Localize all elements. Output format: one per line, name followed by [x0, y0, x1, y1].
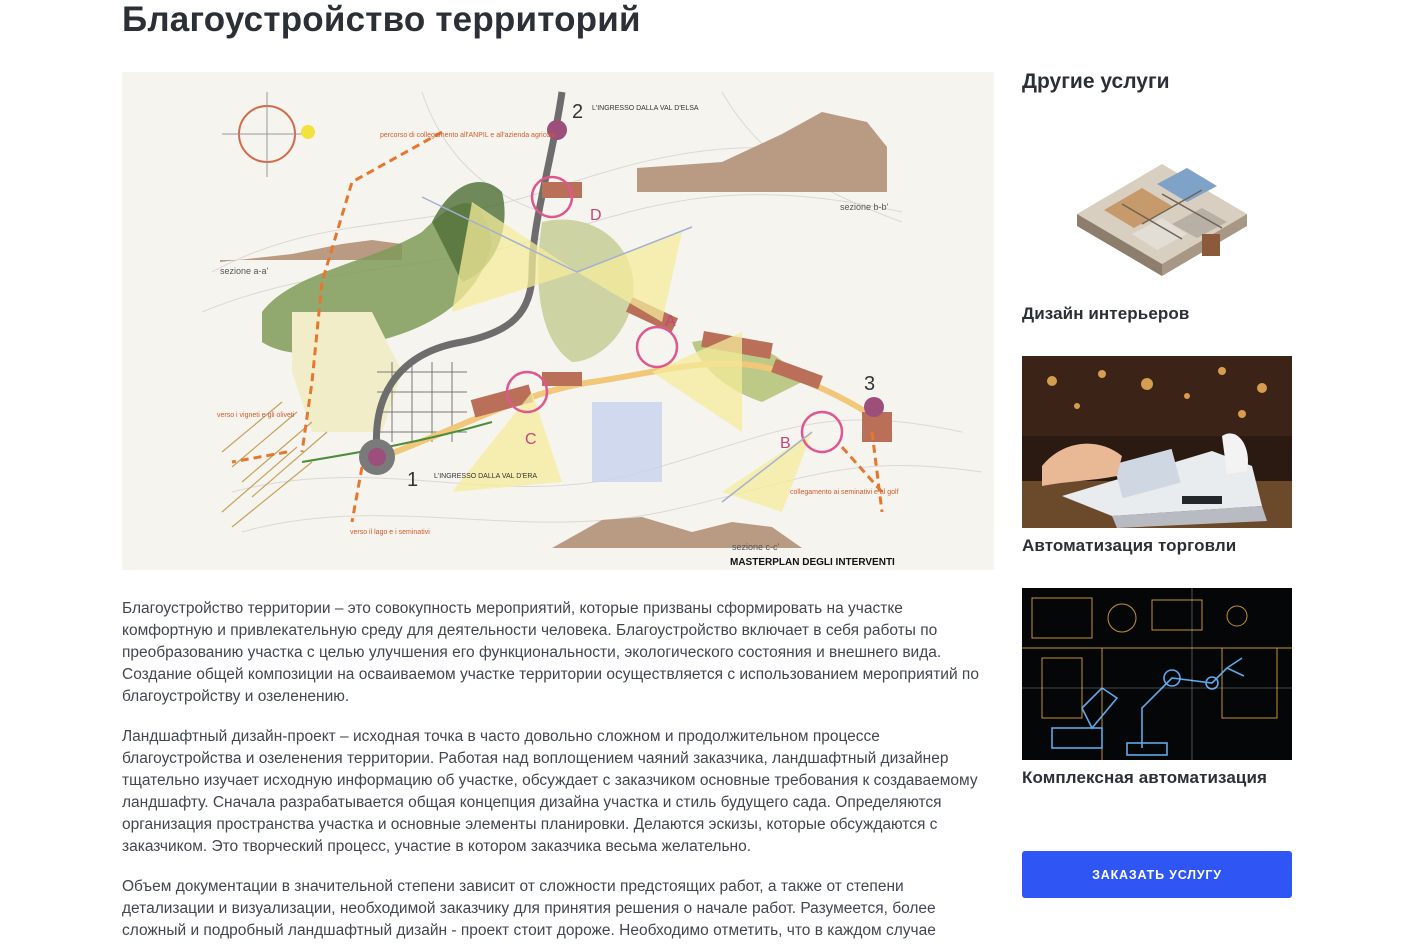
article-paragraph-2: Ландшафтный дизайн-проект – исходная точка в часто довольно сложном и продолжительном процессе благоустройства и озеленения территории. Работая над воплощением чаяний заказчика, ландшафтный дизайнер тщательно изучает исходную информацию об участке, обсуждает с заказчиком основные требования к создаваемому ландшафту. Сначала разрабатывается общая концепция дизайна участка и стиль будущего сада. Определяются организация пространства участка и основные элементы планировки. Делаются эскизы, которые обсуждаются с заказчиком. Это творческий процесс, участие в котором заказчика весьма желательно. [122, 728, 978, 855]
sidebar-title: Другие услуги [1022, 70, 1170, 93]
service-card-interior-design[interactable] [1022, 124, 1292, 324]
mark-b: B [780, 435, 791, 452]
service-label-interior-design[interactable]: Дизайн интерьеров [1022, 304, 1190, 323]
masterplan-image [122, 72, 994, 570]
mark-a: A [665, 313, 676, 330]
section-cc-label: sezione c-c' [732, 542, 780, 552]
floorplan-3d-image[interactable] [1022, 124, 1292, 296]
page-title: Благоустройство территорий [122, 0, 641, 39]
note-top: percorso di collegamento all'ANPIL e all'azienda agricola [380, 132, 556, 139]
service-label-retail-automation[interactable]: Автоматизация торговли [1022, 536, 1237, 555]
article-body [122, 598, 994, 946]
entry-2-label: L'INGRESSO DALLA VAL D'ELSA [592, 105, 699, 112]
entry-1-label: L'INGRESSO DALLA VAL D'ERA [434, 473, 538, 480]
entry-3-number: 3 [864, 373, 876, 395]
section-aa-label: sezione a-a' [220, 266, 269, 276]
article-paragraph-3: Объем документации в значительной степени зависит от сложности предстоящих работ, а также от степени детализации и визуализации, необходимой заказчику для принятия решения о начале работ. Разумеется, более сложный и подробный ландшафтный дизайн - проект стоит дороже. Необходимо отметить, что в каждом случае [122, 878, 936, 939]
mark-c: C [525, 431, 537, 448]
entry-2-number: 2 [572, 101, 584, 123]
entry-1-number: 1 [407, 469, 419, 491]
note-right: collegamento ai seminativi e al golf [790, 489, 899, 496]
service-card-retail-automation[interactable] [1022, 356, 1292, 556]
section-bb-label: sezione b-b' [840, 202, 889, 212]
industrial-blueprint-image[interactable] [1022, 588, 1292, 760]
other-services-sidebar [1022, 70, 1292, 787]
service-label-complex-automation[interactable]: Комплексная автоматизация [1022, 768, 1268, 787]
masterplan-caption: MASTERPLAN DEGLI INTERVENTI [730, 557, 895, 568]
note-bottom: verso il lago e i seminativi [350, 529, 430, 536]
article-paragraph-1: Благоустройство территории – это совокупность мероприятий, которые призваны сформировать на участке комфортную и привлекательную среду для деятельности человека. Благоустройство включает в себя работы по преобразованию участка с целью улучшения его функциональности, экологического состояния и внешнего вида. Создание общей композиции на осваиваемом участке территории осуществляется с использованием мероприятий по благоустройству и озеленению. [122, 600, 979, 705]
pos-terminal-image[interactable] [1022, 356, 1292, 528]
note-left: verso i vigneti e gli oliveti [217, 412, 295, 419]
order-service-button[interactable]: ЗАКАЗАТЬ УСЛУГУ [1022, 851, 1292, 898]
service-card-complex-automation[interactable] [1022, 588, 1292, 788]
mark-d: D [590, 207, 602, 224]
